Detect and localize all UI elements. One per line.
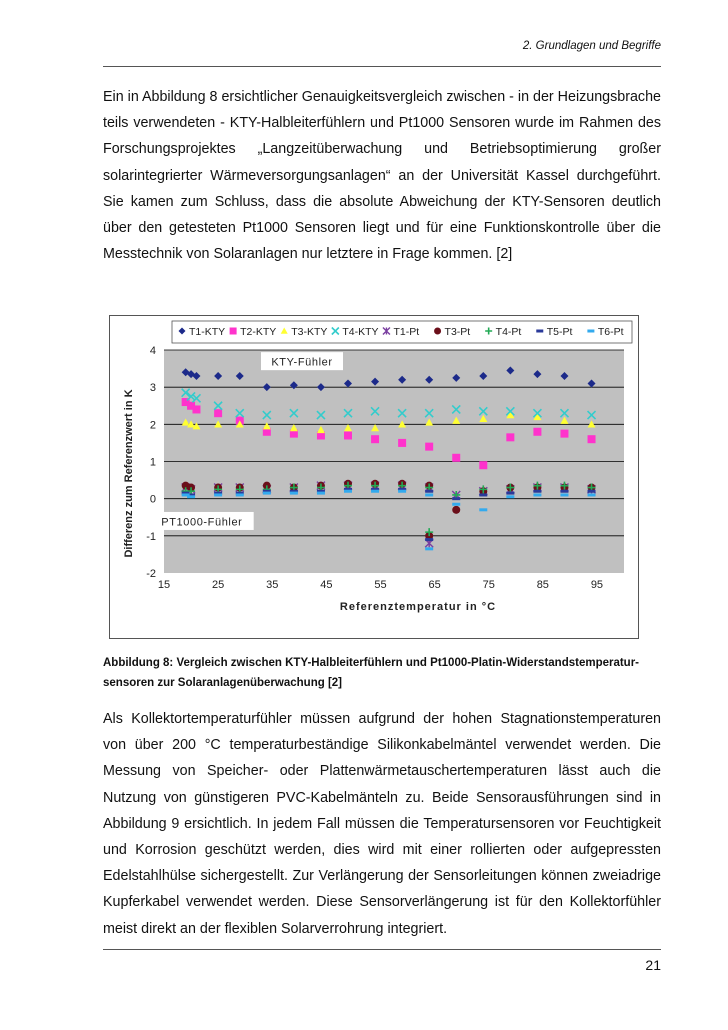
x-tick-label: 25 bbox=[211, 579, 225, 591]
x-tick-label: 65 bbox=[428, 579, 441, 591]
data-point bbox=[425, 443, 433, 451]
y-tick-label: 3 bbox=[149, 382, 156, 395]
data-point bbox=[425, 538, 433, 541]
data-point bbox=[452, 503, 460, 506]
legend-entry: T2-KTY bbox=[240, 326, 277, 338]
body-paragraph-2: Als Kollektortemperaturfühler müssen aufgrund der hohen Stagnationstemperaturen von über 200 °C temperaturbeständige Silikonkabelmäntel verwendet werden. Die Messung von Speicher- oder Plattenwärmetauschertemperaturen lässt auch die Nutzung von günstigeren PVC-Kabelmänteln zu. Beide Sensorausführungen sind in Abbildung 9 ersichtlich. In jedem Fall müssen die Temperatursensoren vor Feuchtigkeit und Korrosion geschützt werden, dies wird mit einer rollierten oder aufgepressten Edelstahlhülse sichergestellt. Zur Verlängerung der Sensorleitungen können zweiadrige Kupferkabel verwendet werden. Diese Sensorverlängerung ist für den Kollektorfühler meist direkt an der flexiblen Solarverrohrung integriert. bbox=[103, 711, 661, 937]
data-point bbox=[588, 435, 596, 443]
data-point bbox=[452, 454, 460, 462]
data-point bbox=[230, 328, 237, 335]
legend-entry: T4-Pt bbox=[495, 326, 522, 338]
x-tick-label: 75 bbox=[482, 579, 495, 591]
legend-entry: T3-Pt bbox=[444, 326, 471, 338]
data-point bbox=[506, 492, 514, 495]
figure-8-frame bbox=[109, 315, 639, 639]
x-tick-label: 55 bbox=[374, 579, 387, 591]
data-point bbox=[536, 330, 543, 333]
data-point bbox=[560, 493, 568, 496]
data-point bbox=[533, 490, 541, 493]
legend-entry: T3-KTY bbox=[291, 326, 328, 338]
x-tick-label: 95 bbox=[590, 579, 604, 591]
data-point bbox=[506, 433, 514, 441]
data-point bbox=[434, 328, 441, 335]
data-point bbox=[344, 431, 352, 439]
annotation-label: PT1000-Fühler bbox=[161, 516, 243, 529]
y-tick-label: -2 bbox=[146, 568, 156, 580]
data-point bbox=[263, 492, 271, 495]
running-header: 2. Grundlagen und Begriffe bbox=[522, 40, 661, 52]
data-point bbox=[560, 430, 568, 438]
data-point bbox=[425, 547, 433, 550]
legend-entry: T1-KTY bbox=[189, 326, 226, 338]
footer-rule bbox=[103, 949, 661, 950]
figure-caption: Abbildung 8: Vergleich zwischen KTY-Halbleiterfühlern und Pt1000-Platin-Widerstandstemperatur-sensoren zur Solaranlagenüberwachung [2] bbox=[103, 657, 640, 689]
header-rule bbox=[103, 66, 661, 67]
data-point bbox=[588, 493, 596, 496]
legend-entry: T5-Pt bbox=[546, 326, 573, 338]
data-point bbox=[452, 506, 460, 514]
data-point bbox=[533, 493, 541, 496]
data-point bbox=[452, 497, 460, 500]
legend-entry: T1-Pt bbox=[393, 326, 420, 338]
x-tick-label: 15 bbox=[157, 579, 171, 591]
y-tick-label: 1 bbox=[149, 456, 156, 469]
data-point bbox=[533, 428, 541, 436]
data-point bbox=[479, 493, 487, 496]
data-point bbox=[588, 490, 596, 493]
y-tick-label: 0 bbox=[149, 493, 156, 506]
scatter-chart bbox=[110, 316, 638, 638]
data-point bbox=[425, 493, 433, 496]
x-tick-label: 35 bbox=[266, 579, 279, 591]
x-axis-label: Referenztemperatur in °C bbox=[339, 601, 497, 613]
data-point bbox=[236, 493, 244, 496]
legend-entry: T4-KTY bbox=[342, 326, 379, 338]
data-point bbox=[371, 435, 379, 443]
annotation-label: KTY-Fühler bbox=[271, 356, 333, 369]
data-point bbox=[214, 493, 222, 496]
data-point bbox=[290, 492, 298, 495]
data-point bbox=[371, 490, 379, 493]
data-point bbox=[425, 490, 433, 493]
y-tick-label: -1 bbox=[146, 530, 156, 543]
page-number: 21 bbox=[645, 957, 661, 973]
data-point bbox=[317, 492, 325, 495]
data-point bbox=[587, 330, 594, 333]
data-point bbox=[398, 490, 406, 493]
data-point bbox=[506, 495, 514, 498]
data-point bbox=[192, 405, 200, 413]
data-point bbox=[479, 461, 487, 469]
data-point bbox=[398, 439, 406, 447]
x-tick-label: 85 bbox=[536, 579, 549, 591]
data-point bbox=[560, 490, 568, 493]
y-axis-label: Differenz zum Referenzwert in K bbox=[123, 389, 135, 558]
y-tick-label: 4 bbox=[149, 345, 156, 357]
data-point bbox=[479, 508, 487, 511]
data-point bbox=[344, 490, 352, 493]
legend-entry: T6-Pt bbox=[597, 326, 624, 338]
y-tick-label: 2 bbox=[149, 419, 156, 432]
body-paragraph-1: Ein in Abbildung 8 ersichtlicher Genauigkeitsvergleich zwischen - in der Heizungsbrache teils verwendeten - KTY-Halbleiterfühlern und Pt1000 Sensoren wurde im Rahmen des Forschungsprojektes „Langzeitüberwachung und Betriebsoptimierung großer solarintegrierter Wärmeversorgungsanlagen“ an der Universität Kassel durchgeführt. Sie kamen zum Schluss, dass die absolute Abweichung der KTY-Sensoren deutlich über den getesteten Pt1000 Sensoren liegt und für eine Funktionskontrolle über die Messtechnik von Solaranlagen nur letztere in Frage kommen. [2] bbox=[103, 89, 661, 263]
data-point bbox=[214, 409, 222, 417]
x-tick-label: 45 bbox=[320, 579, 333, 591]
data-point bbox=[187, 495, 195, 498]
